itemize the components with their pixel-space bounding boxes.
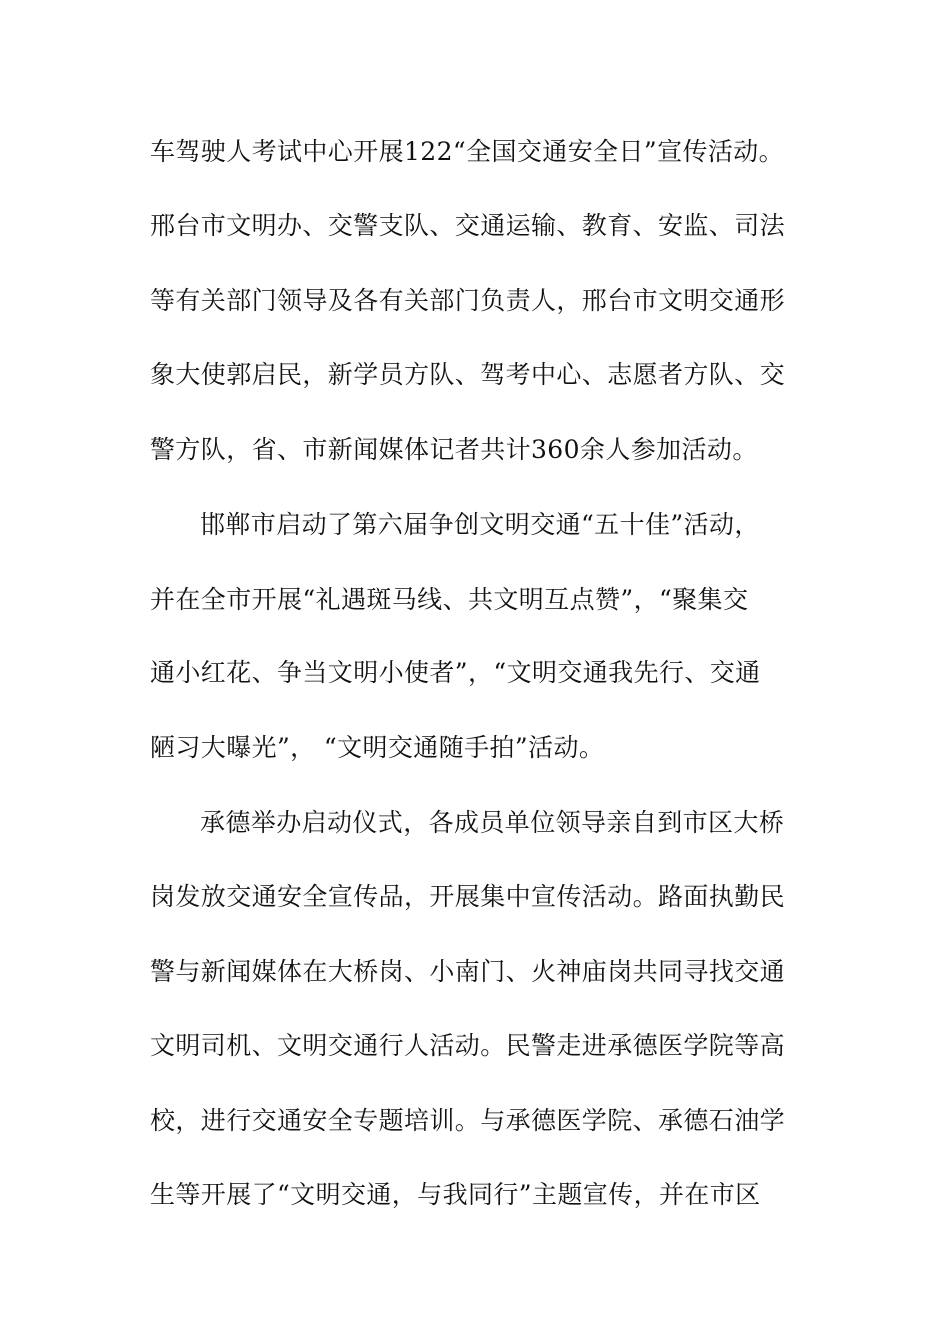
- paragraph-line: 生等开展了“文明交通，与我同行”主题宣传，并在市区: [150, 1180, 761, 1209]
- paragraph-line: 并在全市开展“礼遇斑马线、共文明互点赞”，“聚集交: [150, 585, 749, 614]
- paragraph-line: 岗发放交通安全宣传品，开展集中宣传活动。路面执勤民: [150, 882, 786, 911]
- paragraph-line: 象大使郭启民，新学员方队、驾考中心、志愿者方队、交: [150, 360, 786, 389]
- paragraph-line: 等有关部门领导及各有关部门负责人，邢台市文明交通形: [150, 286, 786, 315]
- paragraph-line: 通小红花、争当文明小使者”，“文明交通我先行、交通: [150, 658, 761, 687]
- paragraph-line: 邯郸市启动了第六届争创文明交通“五十佳”活动，: [200, 510, 760, 539]
- paragraph-line: 陋习大曝光”， “文明交通随手拍”活动。: [150, 733, 605, 762]
- paragraph-line: 校，进行交通安全专题培训。与承德医学院、承德石油学: [150, 1106, 786, 1135]
- paragraph-line: 文明司机、文明交通行人活动。民警走进承德医学院等高: [150, 1031, 786, 1060]
- paragraph-line: 邢台市文明办、交警支队、交通运输、教育、安监、司法: [150, 211, 786, 240]
- paragraph-line: 警方队，省、市新闻媒体记者共计360余人参加活动。: [150, 435, 758, 464]
- paragraph-line: 警与新闻媒体在大桥岗、小南门、火神庙岗共同寻找交通: [150, 957, 786, 986]
- paragraph-line: 承德举办启动仪式，各成员单位领导亲自到市区大桥: [200, 808, 785, 837]
- paragraph-line: 车驾驶人考试中心开展122“全国交通安全日”宣传活动。: [150, 137, 785, 166]
